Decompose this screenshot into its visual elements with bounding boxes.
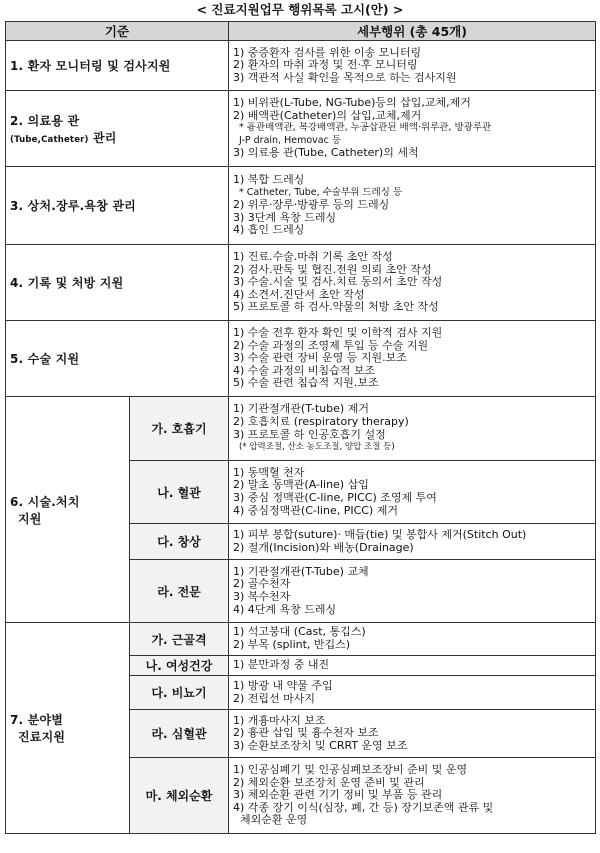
list-item: 2) 말초 동맥관(A-line) 삽입 [233,479,369,492]
list-item: 3) 복수천자 [233,591,291,603]
list-item: 1) 피부 봉합(suture)· 매듭(tie) 및 봉합사 제거(Stitch Out) [233,528,527,541]
table-row [6,321,596,397]
list-item: 1) 복합 드레싱 [233,174,305,187]
list-item: 2) 위루·장루·방광루 등의 드레싱 [233,199,390,212]
list-item: 3) 의료용 관(Tube, Catheter)의 세척 [233,147,419,160]
items-cell [229,623,596,656]
category-cell: 3. 상처.장루.욕창 관리 [6,167,229,245]
subcategory-cell: 나. 여성건강 [130,656,229,676]
category-cell [6,623,130,834]
category-cell [6,91,229,167]
items-cell [229,524,596,560]
subcategory-cell: 라. 심혈관 [130,710,229,758]
list-item: 1) 석고붕대 (Cast, 통깁스) [233,626,366,639]
category-cell: 4. 기록 및 처방 지원 [6,245,229,321]
subcategory-cell: 다. 창상 [130,524,229,560]
items-cell [229,560,596,623]
list-item: 4) 중심정맥관(C-line, PICC) 제거 [233,504,398,517]
list-item: 4) 각종 장기 이식(심장, 폐, 간 등) 장기보존액 관류 및 [233,801,494,814]
list-item: 2) 전립선 마사지 [233,692,316,705]
category-label: 지원 [18,511,42,526]
task-list-table [5,21,596,834]
list-item: 2) 환자의 마취 과정 및 전·후 모니터링 [233,59,418,72]
list-item: 4) 4단계 욕창 드레싱 [233,603,337,616]
list-item: 1) 분만과정 중 내진 [233,659,330,672]
subcategory-cell: 마. 체외순환 [130,758,229,834]
list-note: * Catheter, Tube, 수술부위 드레싱 등 [239,186,403,198]
list-item: 1) 동맥혈 천자 [233,466,305,479]
items-cell [229,656,596,676]
list-item: 1) 수술 전후 환자 확인 및 이학적 검사 지원 [233,327,443,340]
list-item: 1) 인공심폐기 및 인공심폐보조장비 준비 및 운영 [233,764,468,777]
list-item: 3) 순환보조장치 및 CRRT 운영 보조 [233,739,408,752]
items-cell [229,321,596,397]
list-item: 2) 배액관(Catheter)의 삽입,교체,제거 [233,109,422,122]
items-cell [229,710,596,758]
category-label: 2. 의료용 관 [10,113,80,128]
list-item: 3) 수술 관련 장비 운영 등 지원.보조 [233,352,407,365]
category-label: 6. 시술.처치 [10,494,80,509]
items-cell [229,758,596,834]
items-cell [229,461,596,524]
page-title: < 진료지원업무 행위목록 고시(안) > [196,2,404,17]
list-item: 1) 기관절개관(T-tube) 제거 [233,403,369,416]
list-item: 2) 흉관 삽입 및 흉수천자 보조 [233,727,379,740]
list-item: 2) 골수천자 [233,578,291,591]
list-item: 4) 소견서.진단서 초안 작성 [233,288,365,301]
category-label-suffix: 관리 [88,130,117,145]
subcategory-cell: 라. 전문 [130,560,229,623]
list-item: 1) 진료.수술.마취 기록 초안 작성 [233,251,393,264]
header-details: 세부행위 (총 45개) [229,22,596,41]
table-row [6,397,596,461]
category-label-sub: (Tube,Catheter) [10,134,89,145]
table-header-row [6,22,596,41]
list-item: 1) 비위관(L-Tube, NG-Tube)등의 삽입,교체,제거 [233,97,471,110]
list-item: 2) 검사.판독 및 협진.전원 의뢰 초안 작성 [233,263,432,276]
list-item: 2) 수술 과정의 조영제 투입 등 수술 지원 [233,339,429,352]
list-item: 2) 부목 (splint, 반깁스) [233,639,351,651]
list-item: 1) 중증환자 검사를 위한 이송 모니터링 [233,46,422,59]
list-item: 4) 수술 과정의 비침습적 보조 [233,364,376,377]
items-cell [229,676,596,710]
list-note: J-P drain, Hemovac 등 [239,134,342,146]
items-cell [229,91,596,167]
category-cell: 1. 환자 모니터링 및 검사지원 [6,41,229,91]
items-cell [229,397,596,461]
table-row [6,91,596,167]
subcategory-cell: 가. 근골격 [130,623,229,656]
list-note: * 흉관배액관, 복강배액관, 누공삽관된 배액·위루관, 방광루관 [239,122,492,134]
list-note: (* 압력조절, 산소 농도조절, 양압 조절 등) [239,442,395,453]
list-item: 2) 절개(Incision)와 배농(Drainage) [233,541,414,554]
list-item: 3) 3단계 욕창 드레싱 [233,211,337,224]
list-item: 1) 기관절개관(T-Tube) 교체 [233,565,369,578]
header-criteria: 기준 [6,22,229,41]
items-cell [229,167,596,245]
items-cell [229,41,596,91]
list-item: 2) 호흡치료 (respiratory therapy) [233,415,409,428]
list-item: 1) 방광 내 약물 주입 [233,679,333,692]
table-row [6,623,596,656]
category-cell: 5. 수술 지원 [6,321,229,397]
list-item: 2) 체외순환 보조장치 운영 준비 및 관리 [233,776,425,789]
table-row [6,167,596,245]
list-item: 3) 수술.시술 및 검사.치료 동의서 초안 작성 [233,276,443,289]
subcategory-cell: 가. 호흡기 [130,397,229,461]
table-row [6,41,596,91]
subcategory-cell: 나. 혈관 [130,461,229,524]
list-item: 5) 수술 관련 침습적 지원.보조 [233,377,379,390]
list-item: 4) 흡인 드레싱 [233,224,305,237]
list-item: 3) 중심 정맥관(C-line, PICC) 조영제 투여 [233,492,437,504]
list-item: 3) 객관적 사실 확인을 목적으로 하는 검사지원 [233,71,457,84]
items-cell [229,245,596,321]
category-cell [6,397,130,623]
list-item: 3) 프로토콜 하 인공호흡기 설정 [233,428,386,441]
list-item: 5) 프로토콜 하 검사.약물의 처방 초안 작성 [233,301,439,314]
list-item: 체외순환 운영 [240,814,308,827]
list-item: 3) 체외순환 관련 기기 정비 및 부품 등 관리 [233,789,443,802]
subcategory-cell: 다. 비뇨기 [130,676,229,710]
list-item: 1) 개흉마사지 보조 [233,714,326,727]
category-label: 진료지원 [18,730,66,744]
table-row [6,245,596,321]
category-label: 7. 분야별 [10,713,64,727]
